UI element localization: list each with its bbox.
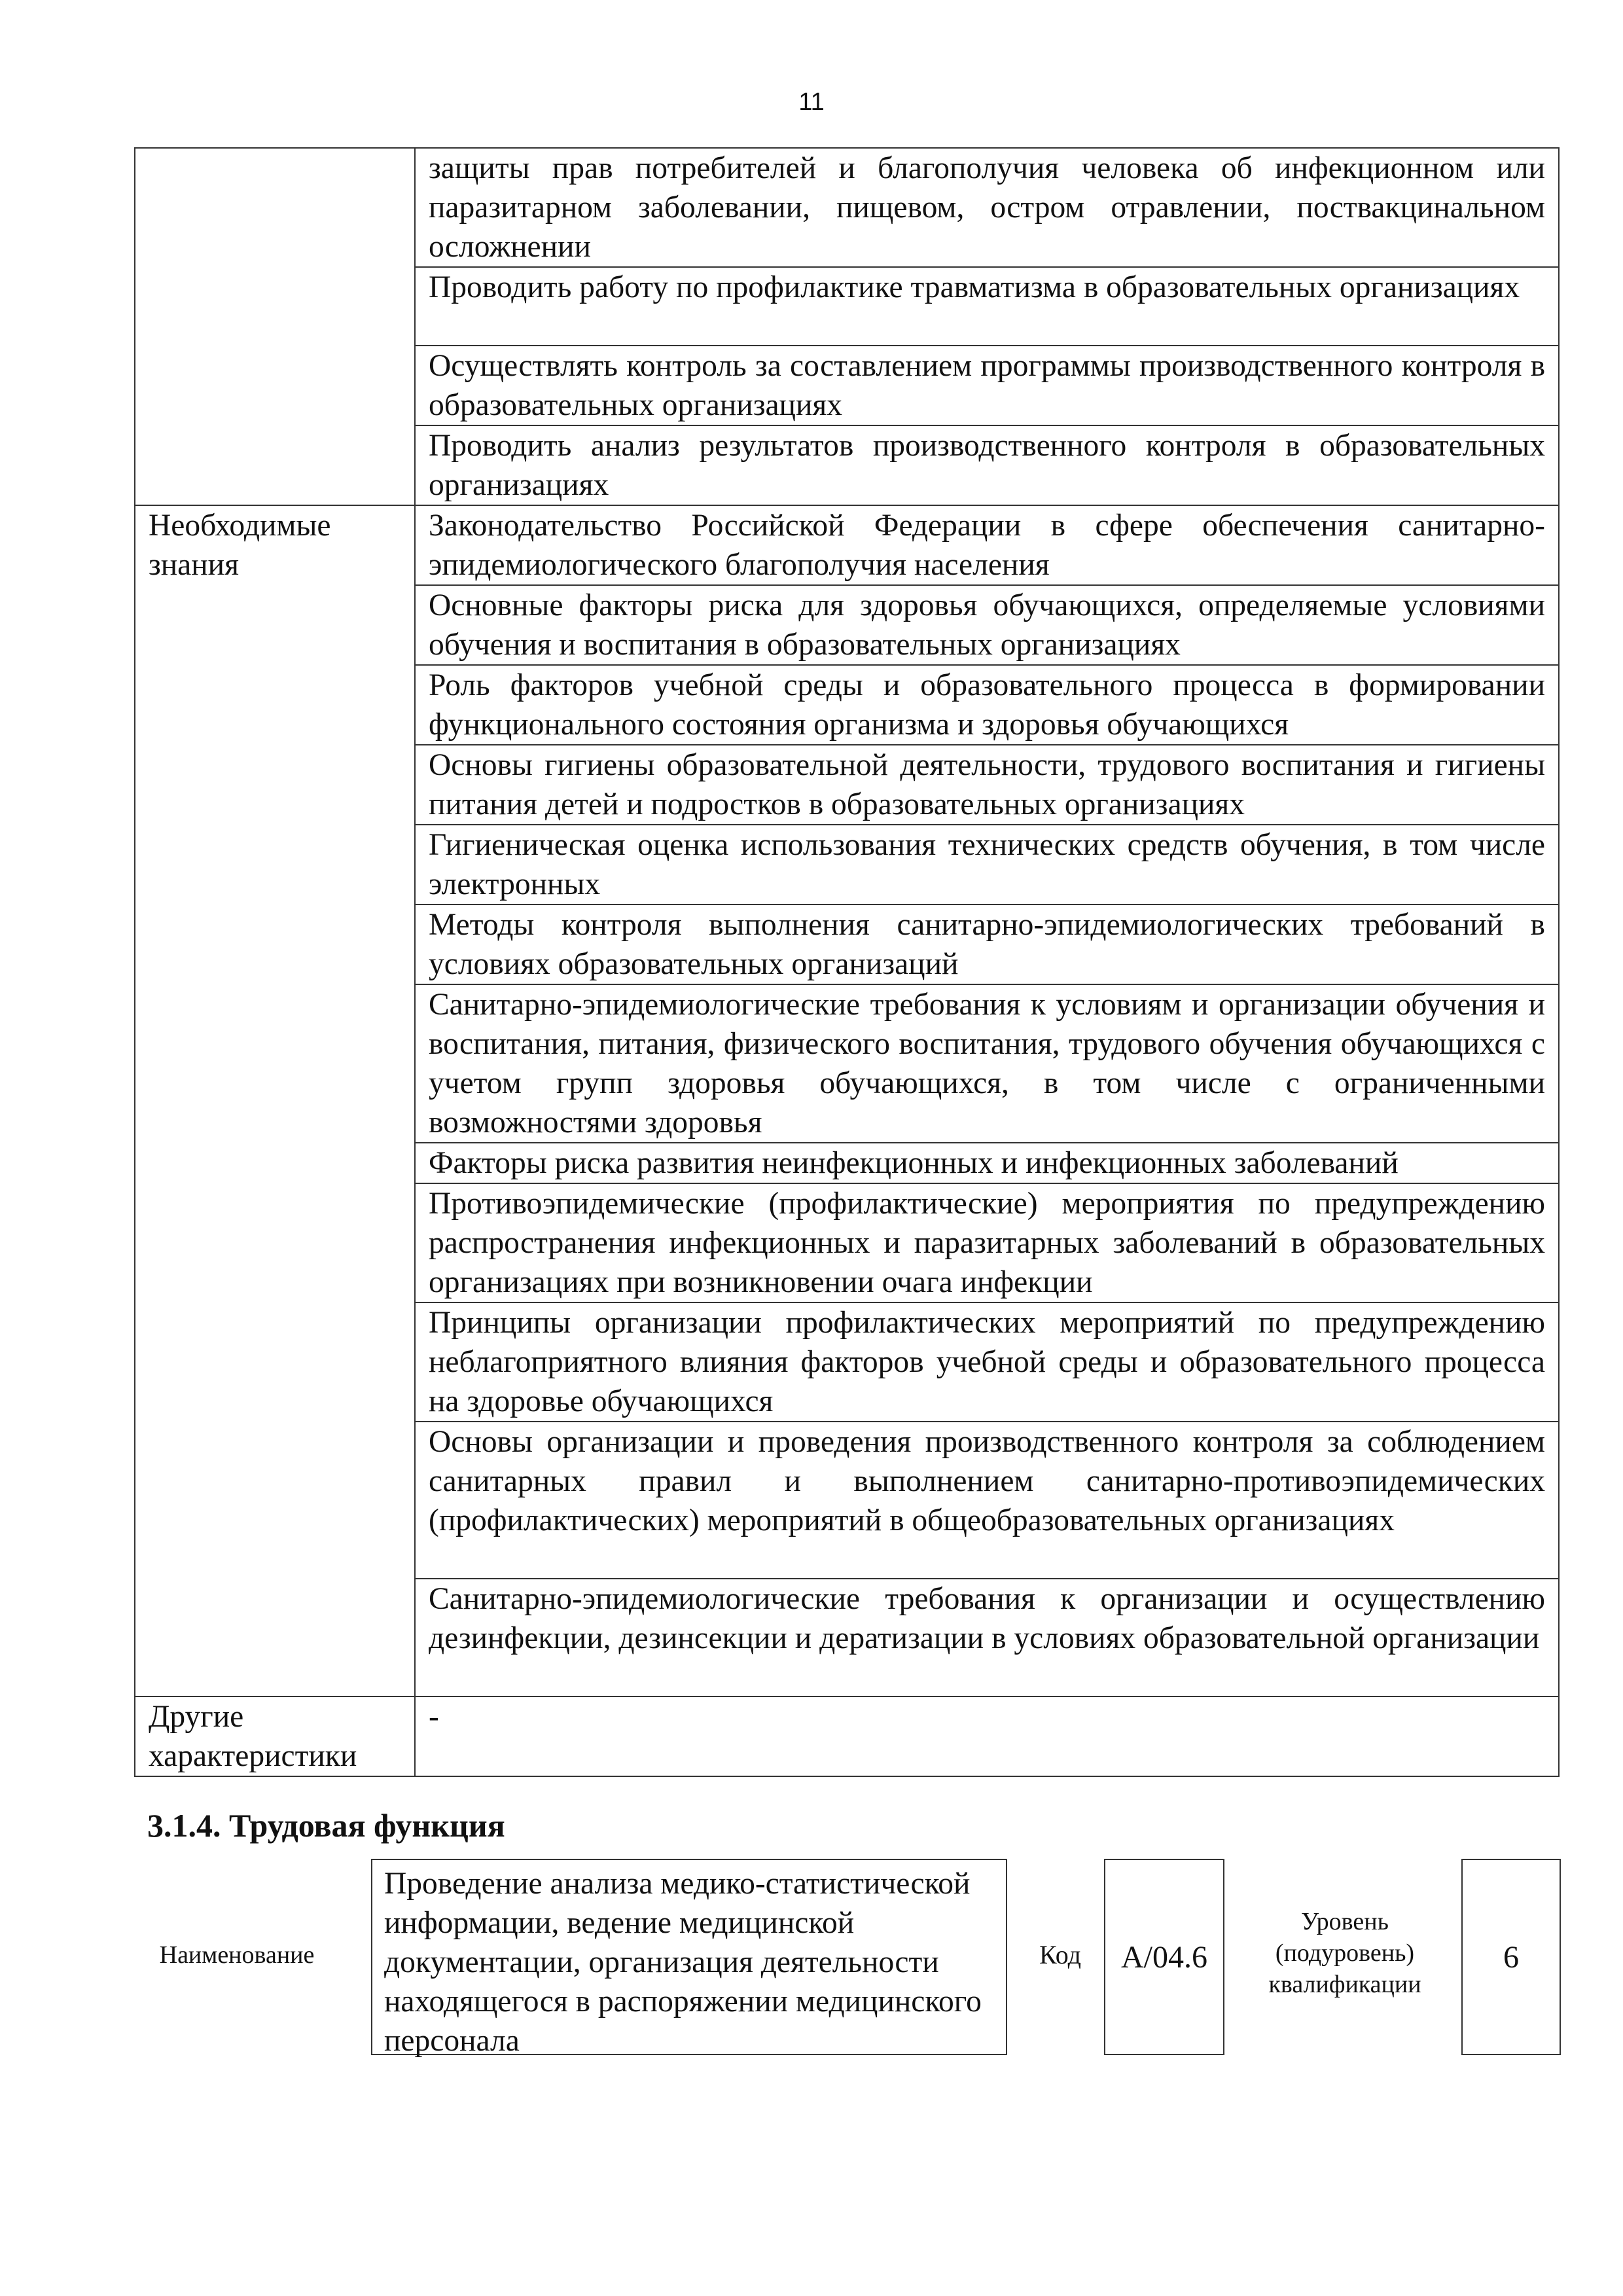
- requirements-table: [134, 147, 1560, 1777]
- table-row: [135, 1696, 1559, 1776]
- table-cell: Методы контроля выполнения санитарно-эпидемиологических требований в условиях образовательных организаций: [415, 905, 1559, 984]
- name-label: Наименование: [159, 1941, 315, 1969]
- table-cell: защиты прав потребителей и благополучия человека об инфекционном или паразитарном заболевании, пищевом, остром отравлении, поствакцинальном осложнении: [415, 148, 1559, 267]
- function-name-box: Проведение анализа медико-статистической информации, ведение медицинской документации, организация деятельности находящегося в распоряжении медицинского персонала: [371, 1859, 1007, 2055]
- table-cell: Санитарно-эпидемиологические требования к организации и осуществлению дезинфекции, дезинсекции и дератизации в условиях образовательной организации: [415, 1579, 1559, 1696]
- table-cell: Осуществлять контроль за составлением программы производственного контроля в образовательных организациях: [415, 346, 1559, 425]
- table-cell: Факторы риска развития неинфекционных и инфекционных заболеваний: [415, 1143, 1559, 1183]
- code-label: Код: [1039, 1940, 1081, 1969]
- table-row: [135, 148, 1559, 267]
- table-cell: Принципы организации профилактических мероприятий по предупреждению неблагоприятного влияния факторов учебной среды и образовательного процесса на здоровье обучающихся: [415, 1302, 1559, 1422]
- page-number: 11: [798, 88, 825, 116]
- table-cell: Противоэпидемические (профилактические) мероприятия по предупреждению распространения инфекционных и паразитарных заболеваний в образовательных организациях при возникновении очага инфекции: [415, 1183, 1559, 1302]
- table-cell: Основные факторы риска для здоровья обучающихся, определяемые условиями обучения и воспитания в образовательных организациях: [415, 585, 1559, 665]
- table-cell: Роль факторов учебной среды и образовательного процесса в формировании функционального состояния организма и здоровья обучающихся: [415, 665, 1559, 745]
- table-cell: -: [415, 1696, 1559, 1776]
- table-cell: Проводить работу по профилактике травматизма в образовательных организациях: [415, 267, 1559, 346]
- row-label-other-characteristics: Другие характеристики: [135, 1696, 415, 1776]
- section-title: 3.1.4. Трудовая функция: [147, 1807, 505, 1844]
- level-value-box: 6: [1461, 1859, 1561, 2055]
- table-cell: Гигиеническая оценка использования технических средств обучения, в том числе электронных: [415, 825, 1559, 905]
- table-cell: Законодательство Российской Федерации в сфере обеспечения санитарно-эпидемиологического благополучия населения: [415, 505, 1559, 585]
- code-value-box: А/04.6: [1104, 1859, 1224, 2055]
- row-label-required-knowledge: Необходимые знания: [135, 505, 415, 1696]
- row-label: [135, 148, 415, 505]
- table-cell: Санитарно-эпидемиологические требования к условиям и организации обучения и воспитания, питания, физического воспитания, трудового обучения обучающихся с учетом групп здоровья обучающихся, в том числе с ограниченными возможностями здоровья: [415, 984, 1559, 1143]
- level-label: Уровень (подуровень) квалификации: [1268, 1908, 1421, 1998]
- table-cell: Основы гигиены образовательной деятельности, трудового воспитания и гигиены питания детей и подростков в образовательных организациях: [415, 745, 1559, 825]
- table-row: [135, 505, 1559, 585]
- table-cell: Проводить анализ результатов производственного контроля в образовательных организациях: [415, 425, 1559, 505]
- table-cell: Основы организации и проведения производственного контроля за соблюдением санитарных правил и выполнением санитарно-противоэпидемических (профилактических) мероприятий в общеобразовательных организациях: [415, 1422, 1559, 1579]
